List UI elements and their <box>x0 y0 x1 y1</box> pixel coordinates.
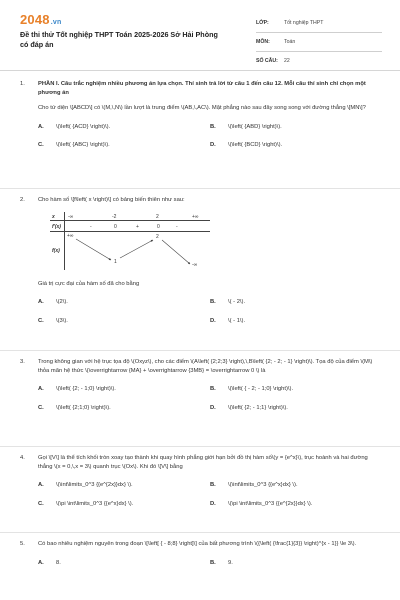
question-divider <box>0 532 400 533</box>
question-text: Trong không gian với hệ trục tọa độ \(Oxyz\), cho các điểm \(A\left( {2;2;3} \right),\,B\left( {2; - 2; - 1} \right)\). Tọa độ của điểm \(M\) thỏa mãn hệ thức \(\overrightarrow {MA} + \overrightarrow {3MB} = \overrightarrow 0 \) là <box>38 359 373 374</box>
option-c[interactable] <box>38 500 210 509</box>
option-text: \(\int\limits_0^3 {{e^x}dx} \). <box>228 482 298 489</box>
question-2 <box>20 196 382 325</box>
question-number: 2. <box>20 197 25 203</box>
sign: + <box>136 223 139 230</box>
options <box>38 481 382 508</box>
option-text: \(3\). <box>56 317 68 324</box>
meta-row-subject <box>256 33 382 52</box>
x-value: +∞ <box>192 213 199 220</box>
option-d[interactable] <box>210 317 382 326</box>
meta-row-class <box>256 14 382 33</box>
option-text: \(\left( {2;1;0} \right)\). <box>56 404 111 411</box>
option-letter: A. <box>38 559 44 566</box>
option-b[interactable] <box>210 298 382 307</box>
option-text: \(\left( {BCD} \right)\). <box>228 142 283 149</box>
question-number: 5. <box>20 541 25 547</box>
increasing-arrow <box>120 240 153 258</box>
f-value: 2 <box>156 233 159 240</box>
option-letter: A. <box>38 482 44 489</box>
option-c[interactable] <box>38 404 210 413</box>
options <box>38 123 382 150</box>
question-text: Gọi \[V\] là thể tích khối tròn xoay tạo thành khi quay hình phẳng giới hạn bởi đồ thị hàm số\(y = {e^x}\), trục hoành và hai đường thẳng \(x = 0,\,x = 3\) quanh trục \(Ox\). Khi đó \[V\] bằng <box>38 455 368 470</box>
option-letter: B. <box>210 559 216 566</box>
option-letter: B. <box>210 299 216 306</box>
option-letter: B. <box>210 123 216 130</box>
question-text: Cho hàm số \[f\left( x \right)\] có bảng biến thiên như sau: <box>38 197 185 203</box>
x-value: 2 <box>156 213 159 220</box>
option-letter: C. <box>38 404 44 411</box>
option-c[interactable] <box>38 317 210 326</box>
option-letter: B. <box>210 482 216 489</box>
fprime-label: f'(x) <box>52 223 61 230</box>
option-b[interactable] <box>210 559 382 568</box>
option-letter: A. <box>38 386 44 393</box>
page-title: Đề thi thử Tốt nghiệp THPT Toán 2025-2026 Sở Hải Phòng có đáp án <box>20 30 218 49</box>
question-number: 4. <box>20 455 25 461</box>
option-text: \(\pi \int\limits_0^3 {{e^x}dx} \). <box>56 500 134 507</box>
question-divider <box>0 188 400 189</box>
option-a[interactable] <box>38 385 210 394</box>
option-a[interactable] <box>38 481 210 490</box>
option-letter: C. <box>38 500 44 507</box>
option-letter: B. <box>210 386 216 393</box>
option-text: \(\left( {ABD} \right)\). <box>228 123 282 130</box>
question-divider <box>0 446 400 447</box>
option-c[interactable] <box>38 141 210 150</box>
x-value: -∞ <box>68 213 74 220</box>
sign: - <box>90 223 92 230</box>
variation-table <box>50 212 210 270</box>
question-text: Cho tứ diện \[ABCD\] có \(M,\,N\) lần lượt là trung điểm \(AB,\,AC\). Mặt phẳng nào sau đây song song với đường thẳng \[MN\]? <box>38 105 366 112</box>
meta-label: SỐ CÂU: <box>256 58 278 64</box>
option-b[interactable] <box>210 481 382 490</box>
option-text: 8. <box>56 559 61 566</box>
option-text: 9. <box>228 559 233 566</box>
question-divider <box>0 350 400 351</box>
option-a[interactable] <box>38 298 210 307</box>
option-letter: C. <box>38 317 44 324</box>
option-text: \(\left( {ACD} \right)\). <box>56 123 111 130</box>
question-4 <box>20 454 382 508</box>
option-letter: A. <box>38 299 44 306</box>
question-number: 1. <box>20 81 25 87</box>
exam-meta <box>256 14 382 71</box>
f-value: +∞ <box>67 232 74 239</box>
option-text: \(2\). <box>56 299 68 306</box>
sign: 0 <box>157 223 160 230</box>
option-a[interactable] <box>38 559 210 568</box>
option-letter: D. <box>210 404 216 411</box>
option-letter: D. <box>210 317 216 324</box>
decreasing-arrow <box>76 239 111 260</box>
f-value: 1 <box>114 258 117 265</box>
page-header <box>0 0 400 68</box>
option-text: \( - 2\). <box>228 299 246 306</box>
option-text: \(\left( {ABC} \right)\). <box>56 142 110 149</box>
meta-label: LỚP: <box>256 20 269 26</box>
option-b[interactable] <box>210 385 382 394</box>
header-divider <box>0 70 400 71</box>
question-1 <box>20 80 382 150</box>
decreasing-arrow <box>162 240 190 264</box>
option-text: \(\left( {2; - 1;1} \right)\). <box>228 404 288 411</box>
option-letter: D. <box>210 142 216 149</box>
option-text: \(\pi \int\limits_0^3 {{e^{2x}}dx} \). <box>228 500 313 507</box>
sign: - <box>176 223 178 230</box>
f-value: -∞ <box>192 261 198 268</box>
option-text: \(\left( { - 2; - 1;0} \right)\). <box>228 386 294 393</box>
meta-row-count <box>256 52 382 71</box>
meta-label: MÔN: <box>256 39 270 45</box>
x-label: x <box>52 213 55 220</box>
option-letter: C. <box>38 142 44 149</box>
options <box>38 298 382 325</box>
x-value: -2 <box>112 213 117 220</box>
section-intro: PHẦN I. Câu trắc nghiệm nhiều phương án lựa chọn. Thí sinh trả lời từ câu 1 đến câu 12. Mỗi câu thí sinh chỉ chọn một phương án <box>38 81 366 96</box>
question-3 <box>20 358 382 412</box>
option-d[interactable] <box>210 500 382 509</box>
f-label: f(x) <box>52 247 60 254</box>
question-5 <box>20 540 382 567</box>
question-text: Có bao nhiêu nghiệm nguyên trong đoạn \[\left[ { - 8;8} \right]\] của bất phương trình \({\left( {\frac{1}{3}} \right)^{x - 1}} \le 3\). <box>38 541 357 547</box>
meta-value: 22 <box>284 58 290 64</box>
variation-arrows <box>50 212 210 270</box>
option-letter: A. <box>38 123 44 130</box>
option-b[interactable] <box>210 123 382 132</box>
logo-text: 2048 <box>20 12 50 27</box>
question-text: Giá trị cực đại của hàm số đã cho bằng <box>38 280 140 287</box>
option-letter: D. <box>210 500 216 507</box>
question-number: 3. <box>20 359 25 365</box>
option-d[interactable] <box>210 404 382 413</box>
site-logo[interactable] <box>20 12 61 27</box>
option-text: \( - 1\). <box>228 317 246 324</box>
meta-value: Toán <box>284 39 296 45</box>
logo-tld: .vn <box>50 19 62 26</box>
options <box>38 559 382 568</box>
meta-value: Tốt nghiệp THPT <box>284 20 324 26</box>
option-text: \(\left( {2; - 1;0} \right)\). <box>56 386 116 393</box>
option-a[interactable] <box>38 123 210 132</box>
sign: 0 <box>114 223 117 230</box>
option-text: \(\int\limits_0^3 {{e^{2x}}dx} \). <box>56 482 133 489</box>
option-d[interactable] <box>210 141 382 150</box>
options <box>38 385 382 412</box>
